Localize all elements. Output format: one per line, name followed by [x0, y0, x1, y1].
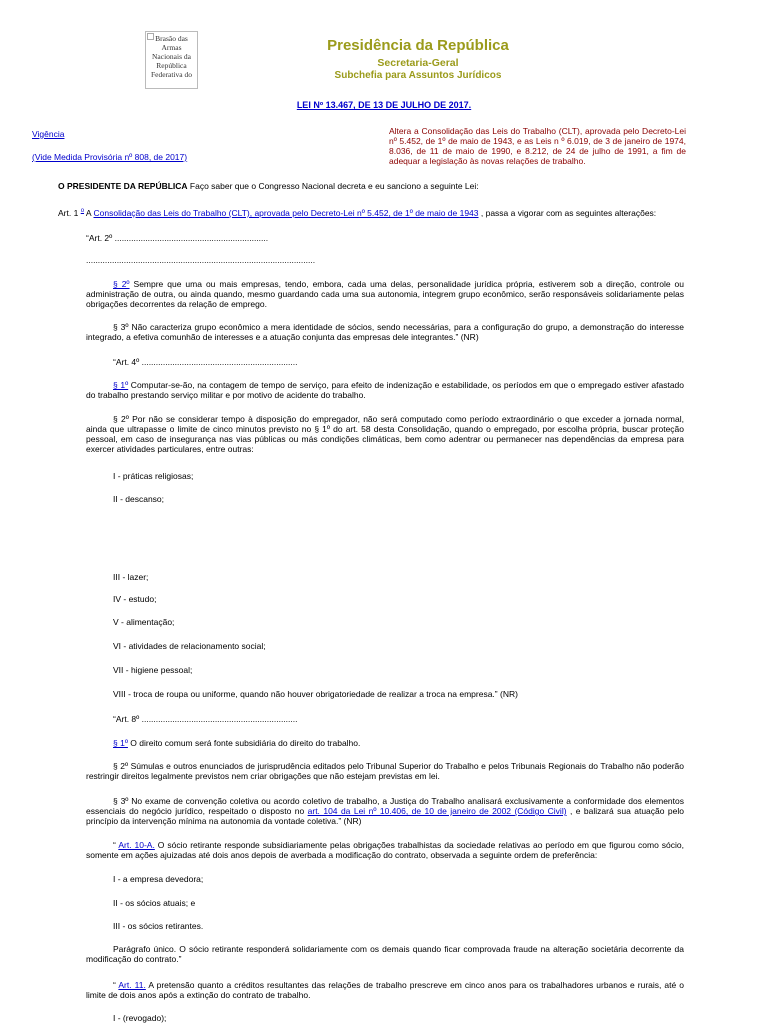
list-item: II - descanso;: [113, 494, 165, 504]
art10a-quote: “: [113, 840, 119, 850]
preamble: [58, 181, 688, 191]
art8-paragraph-1: [113, 738, 360, 748]
list-item: III - lazer;: [113, 572, 149, 582]
art2-p2-link[interactable]: § 2º: [113, 279, 130, 289]
art8-paragraph-2: § 2º Súmulas e outros enunciados de jurisprudência editados pelo Tribunal Superior do Trabalho e pelos Tribunais Regionais do Trabalho não poderão restringir direitos legalmente previstos nem criar obrigações que não estejam previstas em lei.: [86, 761, 684, 781]
art8-head: “Art. 8º ..................................................................: [113, 714, 298, 724]
art1: [58, 208, 688, 218]
art11-text: A pretensão quanto a créditos resultantes das relações de trabalho prescreve em cinco anos para os trabalhadores urbanos e rurais, até o limite de dois anos após a extinção do contrato de trabalho.: [86, 980, 684, 1000]
art1-lead: Art. 1: [58, 208, 81, 218]
vigencia-link[interactable]: Vigência: [32, 129, 65, 139]
law-summary: Altera a Consolidação das Leis do Trabalho (CLT), aprovada pelo Decreto-Lei nº 5.452, de 1º de maio de 1943, e as Leis n º 6.019, de 3 de janeiro de 1974, 8.036, de 11 de maio de 1990, e 8.212, de 24 de julho de 1991, a fim de adequar a legislação às novas relações de trabalho.: [389, 126, 686, 166]
list-item: I - a empresa devedora;: [113, 874, 204, 884]
preamble-text: Faço saber que o Congresso Nacional decreta e eu sanciono a seguinte Lei:: [187, 181, 479, 191]
art10a-sole-paragraph: Parágrafo único. O sócio retirante responderá solidariamente com os demais quando ficar comprovada fraude na alteração societária decorrente da modificação do contrato.”: [86, 944, 684, 964]
art11-link[interactable]: Art. 11.: [118, 980, 146, 990]
art1-a: A: [84, 208, 94, 218]
art4-p1-text: Computar-se-ão, na contagem de tempo de serviço, para efeito de indenização e estabilidade, os períodos em que o empregado estiver afastado do trabalho prestando serviço militar e por motivo de acidente do trabalho.: [86, 380, 685, 400]
civil-code-link[interactable]: art. 104 da Lei nº 10.406, de 10 de janeiro de 2002 (Código Civil): [307, 806, 567, 816]
art4-paragraph-2: § 2º Por não se considerar tempo à disposição do empregador, não será computado como período extraordinário o que exceder a jornada normal, ainda que ultrapasse o limite de cinco minutos previsto no § 1º do art. 58 desta Consolidação, quando o empregado, por escolha própria, buscar proteção pessoal, em caso de insegurança nas vias públicas ou más condições climáticas, bem como adentrar ou permanecer nas dependências da empresa para exercer atividades particulares, entre outras:: [86, 414, 684, 454]
page-subtitle-2: Subchefia para Assuntos Jurídicos: [334, 70, 502, 81]
vide-mp-link[interactable]: (Vide Medida Provisória nº 808, de 2017): [32, 152, 188, 162]
list-item: II - os sócios atuais; e: [113, 898, 196, 908]
art10a-text: O sócio retirante responde subsidiariamente pelas obrigações trabalhistas da sociedade relativas ao período em que figurou como sócio, somente em ações ajuizadas até dois anos depois de averbada a modificação do contrato, observada a seguinte ordem de preferência:: [86, 840, 684, 860]
law-title-link[interactable]: LEI Nº 13.467, DE 13 DE JULHO DE 2017.: [296, 100, 472, 110]
preamble-bold: O PRESIDENTE DA REPÚBLICA: [58, 181, 188, 191]
art2-head: “Art. 2º .................................................................: [86, 233, 269, 243]
page-title: Presidência da República: [327, 37, 509, 54]
art1-rest: , passa a vigorar com as seguintes alterações:: [478, 208, 657, 218]
art2-paragraph-3: § 3º Não caracteriza grupo econômico a mera identidade de sócios, sendo necessárias, para a configuração do grupo, a demonstração do interesse integrado, a efetiva comunhão de interesses e a atuação conjunta das empresas dele integrantes.” (NR): [86, 322, 684, 342]
art10a-link[interactable]: Art. 10-A.: [118, 840, 155, 850]
coat-of-arms-image: [145, 31, 198, 89]
art4-paragraph-1: [86, 380, 684, 400]
art8-paragraph-3: [86, 796, 684, 826]
broken-image-icon: [147, 33, 154, 40]
art8-p3-text-b: , e balizará sua atuação pelo princípio da intervenção mínima na autonomia da vontade coletiva.” (NR): [86, 806, 684, 826]
list-item: VI - atividades de relacionamento social;: [113, 641, 266, 651]
list-item: VIII - troca de roupa ou uniforme, quando não houver obrigatoriedade de realizar a troca na empresa.” (NR): [113, 689, 518, 699]
art11-item-1: I - (revogado);: [113, 1013, 167, 1023]
art10a-paragraph: [86, 840, 684, 860]
art8-p1-link[interactable]: § 1º: [113, 738, 128, 748]
art4-p1-link[interactable]: § 1º: [113, 380, 129, 390]
art2-dots: .................................................................................................: [86, 255, 316, 265]
art1-sup-link[interactable]: o: [80, 208, 85, 215]
page-subtitle: Secretaria-Geral: [377, 57, 459, 69]
list-item: V - alimentação;: [113, 617, 175, 627]
art8-p3-text-a: § 3º No exame de convenção coletiva ou acordo coletivo de trabalho, a Justiça do Trabalho analisará exclusivamente a conformidade dos elementos essenciais do negócio jurídico, respeitado o disposto no: [86, 796, 684, 816]
art4-head: “Art. 4º ..................................................................: [113, 357, 298, 367]
logo-alt-text: Brasão das Armas Nacionais da República Federativa do: [150, 34, 193, 79]
list-item: III - os sócios retirantes.: [113, 921, 204, 931]
art2-paragraph-2: [86, 279, 684, 309]
art11-paragraph: [86, 980, 684, 1000]
list-item: IV - estudo;: [113, 594, 157, 604]
clt-link[interactable]: Consolidação das Leis do Trabalho (CLT), aprovada pelo Decreto-Lei nº 5.452, de 1º de maio de 1943: [93, 208, 479, 218]
art2-p2-text: Sempre que uma ou mais empresas, tendo, embora, cada uma delas, personalidade jurídica própria, estiverem sob a direção, controle ou administração de outra, ou ainda quando, mesmo guardando cada uma sua autonomia, integrem grupo econômico, serão responsáveis solidariamente pelas obrigações decorrentes da relação de emprego.: [86, 279, 685, 309]
art8-p1-text: O direito comum será fonte subsidiária do direito do trabalho.: [127, 738, 361, 748]
list-item: VII - higiene pessoal;: [113, 665, 193, 675]
list-item: I - práticas religiosas;: [113, 471, 194, 481]
art11-quote: “: [113, 980, 119, 990]
